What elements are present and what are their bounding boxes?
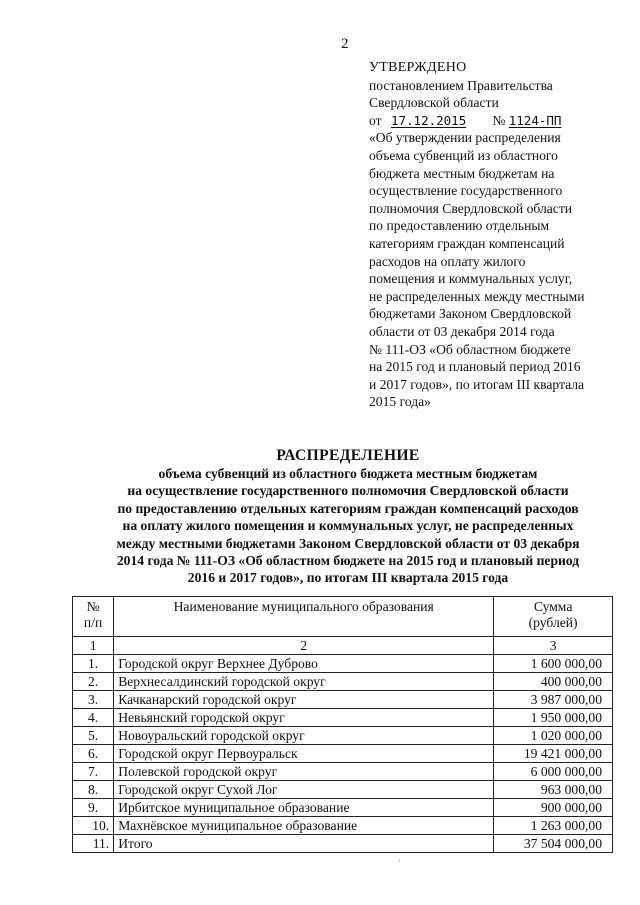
row-number-cell: 7.: [73, 763, 114, 781]
row-name-cell: Верхнесалдинский городской округ: [114, 673, 494, 691]
table-row: [73, 727, 613, 745]
approval-desc-line: и 2017 годов», по итогам III квартала: [369, 376, 585, 392]
header-sum-line-1: Сумма: [533, 599, 573, 614]
row-name-cell: Полевской городской округ: [114, 763, 494, 781]
number-sign: №: [492, 112, 506, 128]
approval-number: 1124-ПП: [508, 112, 562, 128]
approval-date-row: [369, 112, 619, 130]
row-name-cell: Городской округ Сухой Лог: [114, 781, 494, 799]
row-number-cell: 3.: [73, 691, 114, 709]
row-sum-cell: 37 504 000,00: [494, 835, 613, 853]
approval-desc-line: бюджета местным бюджетам на: [369, 165, 555, 181]
row-name-cell: Городской округ Верхнее Дуброво: [114, 655, 494, 673]
header-number-line-2: п/п: [83, 615, 103, 630]
row-name-cell: Качканарский городской округ: [114, 691, 494, 709]
subtitle-line: 2016 и 2017 годов», по итогам III квартала 2015 года: [187, 570, 509, 586]
approval-desc-line: не распределенных между местными: [369, 288, 585, 304]
document-subtitle: [60, 465, 636, 587]
header-sum: [494, 597, 613, 637]
table-row: [73, 691, 613, 709]
approval-desc-line: «Об утверждении распределения: [369, 130, 561, 146]
row-name-cell: Новоуральский городской округ: [114, 727, 494, 745]
document-title: РАСПРЕДЕЛЕНИЕ: [276, 447, 420, 464]
row-name-cell: Махнёвское муниципальное образование: [114, 817, 494, 835]
table-row: [73, 745, 613, 763]
approval-desc-line: полномочия Свердловской области: [369, 200, 573, 216]
approval-title: УТВЕРЖДЕНО: [369, 60, 467, 75]
subtitle-line: по предоставлению отдельных категориям граждан компенсаций расходов: [117, 500, 579, 516]
header-sum-line-2: (рублей): [528, 615, 578, 630]
subtitle-line: объема субвенций из областного бюджета местным бюджетам: [158, 466, 538, 481]
approval-date: 17.12.2015: [390, 112, 467, 128]
row-number-cell: 5.: [73, 727, 114, 745]
approval-desc-line: области от 03 декабря 2014 года: [369, 323, 555, 339]
row-number-cell: 1.: [73, 655, 114, 673]
row-sum-cell: 1 263 000,00: [494, 817, 613, 835]
row-name-cell: Невьянский городской округ: [114, 709, 494, 727]
table-row: [73, 781, 613, 799]
approval-line-2: Свердловской области: [369, 95, 499, 111]
subtitle-line: 2014 года № 111-ОЗ «Об областном бюджете на 2015 год и плановый период: [116, 553, 580, 569]
approval-desc-line: объема субвенций из областного: [369, 147, 558, 163]
index-cell: 3: [494, 637, 613, 655]
table-row: [73, 835, 613, 853]
approval-desc-line: по предоставлению отдельным: [369, 218, 550, 234]
approval-desc-line: № 111-ОЗ «Об областном бюджете: [369, 341, 571, 357]
index-cell: 2: [114, 637, 494, 655]
row-sum-cell: 1 020 000,00: [494, 727, 613, 745]
approval-line-1: постановлением Правительства: [369, 77, 553, 93]
row-sum-cell: 6 000 000,00: [494, 763, 613, 781]
row-number-cell: 4.: [73, 709, 114, 727]
table-header-row: [73, 597, 613, 637]
approval-desc-line: бюджетами Законом Свердловской: [369, 306, 572, 322]
approval-desc-line: осуществление государственного: [369, 183, 563, 199]
approval-description: [369, 129, 619, 411]
approval-desc-line: на 2015 год и плановый период 2016: [369, 359, 581, 375]
row-sum-cell: 3 987 000,00: [494, 691, 613, 709]
table-row: [73, 673, 613, 691]
approval-desc-line: помещения и коммунальных услуг,: [369, 271, 573, 287]
row-sum-cell: 19 421 000,00: [494, 745, 613, 763]
header-number-line-1: №: [86, 599, 100, 614]
subtitle-line: на оплату жилого помещения и коммунальных услуг, не распределенных: [122, 518, 574, 534]
table-row: [73, 763, 613, 781]
approval-desc-line: категориям граждан компенсаций: [369, 235, 565, 251]
row-number-cell: 8.: [73, 781, 114, 799]
table-row: [73, 655, 613, 673]
approval-desc-line: расходов на оплату жилого: [369, 253, 526, 269]
table-row: [73, 817, 613, 835]
index-cell: 1: [73, 637, 114, 655]
row-number-cell: 2.: [73, 673, 114, 691]
document-heading: [60, 446, 636, 587]
subtitle-line: между местными бюджетами Законом Свердловской области от 03 декабря: [116, 535, 580, 551]
date-prefix: от: [369, 112, 382, 128]
row-sum-cell: 900 000,00: [494, 799, 613, 817]
header-municipality: Наименование муниципального образования: [114, 597, 494, 637]
row-name-cell: Городской округ Первоуральск: [114, 745, 494, 763]
row-sum-cell: 1 950 000,00: [494, 709, 613, 727]
row-number-cell: 10.: [73, 817, 114, 835]
scan-mark: ‘: [398, 858, 401, 867]
row-sum-cell: 400 000,00: [494, 673, 613, 691]
row-name-cell: Ирбитское муниципальное образование: [114, 799, 494, 817]
row-sum-cell: 963 000,00: [494, 781, 613, 799]
subtitle-line: на осуществление государственного полномочия Свердловской области: [127, 483, 569, 499]
row-number-cell: 6.: [73, 745, 114, 763]
approval-block: [369, 59, 619, 411]
row-name-cell: Итого: [114, 835, 494, 853]
column-index-row: [73, 637, 613, 655]
row-sum-cell: 1 600 000,00: [494, 655, 613, 673]
row-number-cell: 11.: [73, 835, 114, 853]
approval-desc-line: 2015 года»: [369, 394, 431, 410]
table-row: [73, 709, 613, 727]
distribution-table: [72, 596, 613, 853]
table-row: [73, 799, 613, 817]
page-number: 2: [341, 36, 349, 52]
header-number: [73, 597, 114, 637]
row-number-cell: 9.: [73, 799, 114, 817]
